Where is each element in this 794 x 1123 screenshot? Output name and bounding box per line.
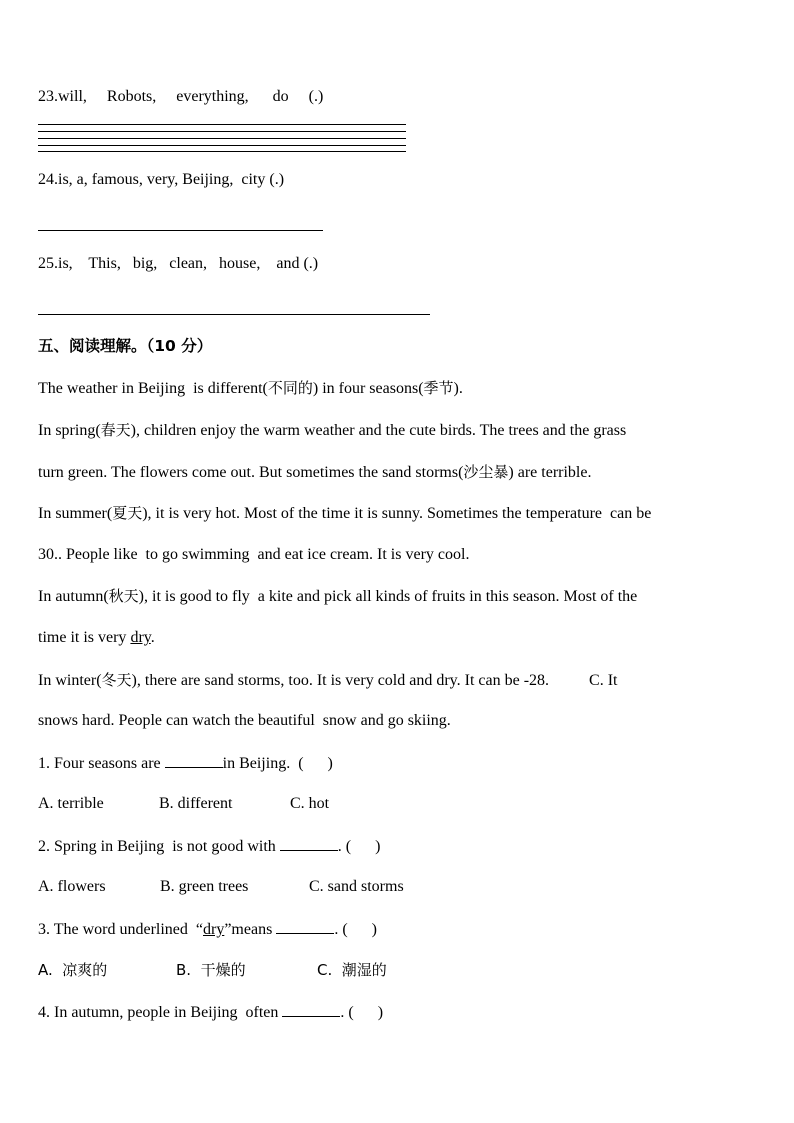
question-24-words: .is, a, famous, very, Beijing, city (.)	[54, 171, 285, 188]
passage-gloss: 不同的	[267, 379, 313, 397]
option-c[interactable]: C. sand storms	[309, 878, 404, 895]
reading-question-2-options	[38, 877, 404, 897]
passage-gloss: 春天	[100, 421, 131, 439]
answer-line-23e[interactable]	[38, 151, 406, 152]
question-23-number: 23	[38, 88, 54, 105]
underlined-word: dry	[203, 921, 225, 938]
answer-line-23a[interactable]	[38, 124, 406, 125]
reading-question-3	[38, 919, 377, 940]
passage-text: ), it is good to fly a kite and pick all kinds of fruits in this season. Most of the	[138, 588, 638, 605]
passage-para-1	[38, 378, 463, 399]
passage-para-2	[38, 420, 626, 441]
passage-text: The weather in Beijing is different(	[38, 380, 268, 397]
passage-text: turn green. The flowers come out. But sometimes the sand storms(	[38, 464, 464, 481]
passage-text: In winter(	[38, 672, 102, 689]
passage-gloss: 沙尘暴	[463, 463, 509, 481]
question-stem: 2. Spring in Beijing is not good with	[38, 838, 280, 855]
option-b[interactable]: B. 干燥的	[176, 961, 246, 979]
option-c[interactable]: C. hot	[290, 795, 330, 812]
option-a[interactable]: A. flowers	[38, 878, 106, 895]
passage-para-5	[38, 670, 618, 691]
question-stem: ”means	[224, 921, 277, 938]
passage-text: time it is very	[38, 629, 131, 646]
answer-blank[interactable]	[276, 919, 334, 934]
question-25-number: 25	[38, 255, 54, 272]
passage-para-5-cont: snows hard. People can watch the beautiful snow and go skiing.	[38, 712, 451, 729]
underlined-word: dry	[130, 629, 151, 646]
question-stem: 3. The word underlined “	[38, 921, 203, 938]
passage-gloss: 冬天	[101, 671, 132, 689]
option-a[interactable]: A. 凉爽的	[38, 961, 108, 979]
passage-text: ), there are sand storms, too. It is very cold and dry. It can be -28. C. It	[131, 672, 618, 689]
answer-line-25[interactable]	[38, 314, 430, 315]
answer-blank[interactable]	[280, 836, 338, 851]
question-25	[38, 254, 318, 274]
answer-blank[interactable]	[282, 1002, 340, 1017]
passage-text: ) are terrible.	[508, 464, 592, 481]
passage-para-4-cont	[38, 628, 155, 648]
option-b[interactable]: B. green trees	[160, 878, 249, 895]
option-b[interactable]: B. different	[159, 795, 233, 812]
question-24	[38, 170, 284, 190]
question-stem: 1. Four seasons are	[38, 755, 165, 772]
passage-para-3-cont: 30.. People like to go swimming and eat ice cream. It is very cool.	[38, 546, 470, 563]
answer-line-23d[interactable]	[38, 145, 406, 146]
passage-text: In autumn(	[38, 588, 109, 605]
passage-text: ), children enjoy the warm weather and the cute birds. The trees and the grass	[130, 422, 627, 439]
question-23	[38, 87, 323, 107]
passage-gloss: 夏天	[112, 504, 143, 522]
passage-text: In summer(	[38, 505, 113, 522]
question-stem-end: in Beijing. ( )	[222, 755, 333, 772]
reading-question-2	[38, 836, 380, 857]
answer-line-23b[interactable]	[38, 131, 406, 132]
passage-gloss: 季节	[423, 379, 454, 397]
answer-blank[interactable]	[165, 753, 223, 768]
question-stem: 4. In autumn, people in Beijing often	[38, 1004, 283, 1021]
passage-text: ).	[453, 380, 463, 397]
section-5-title: 五、阅读理解。（10 分）	[38, 337, 213, 355]
question-stem-end: . ( )	[334, 921, 377, 938]
passage-para-2-cont	[38, 462, 591, 483]
passage-text: .	[150, 629, 155, 646]
passage-para-4	[38, 586, 637, 607]
answer-line-23c[interactable]	[38, 138, 406, 139]
question-23-words: .will, Robots, everything, do (.)	[54, 88, 324, 105]
reading-question-1	[38, 753, 333, 774]
passage-text: ), it is very hot. Most of the time it is sunny. Sometimes the temperature can be	[142, 505, 652, 522]
reading-question-3-options	[38, 960, 387, 980]
question-stem-end: . ( )	[337, 838, 381, 855]
question-25-words: .is, This, big, clean, house, and (.)	[54, 255, 319, 272]
reading-question-4	[38, 1002, 383, 1023]
answer-line-24[interactable]	[38, 230, 323, 231]
passage-text: ) in four seasons(	[312, 380, 424, 397]
reading-question-1-options	[38, 794, 329, 814]
passage-gloss: 秋天	[108, 587, 139, 605]
question-stem-end: . ( )	[340, 1004, 384, 1021]
passage-para-3	[38, 503, 651, 524]
option-c[interactable]: C. 潮湿的	[317, 961, 387, 979]
passage-text: In spring(	[38, 422, 101, 439]
option-a[interactable]: A. terrible	[38, 795, 104, 812]
question-24-number: 24	[38, 171, 54, 188]
